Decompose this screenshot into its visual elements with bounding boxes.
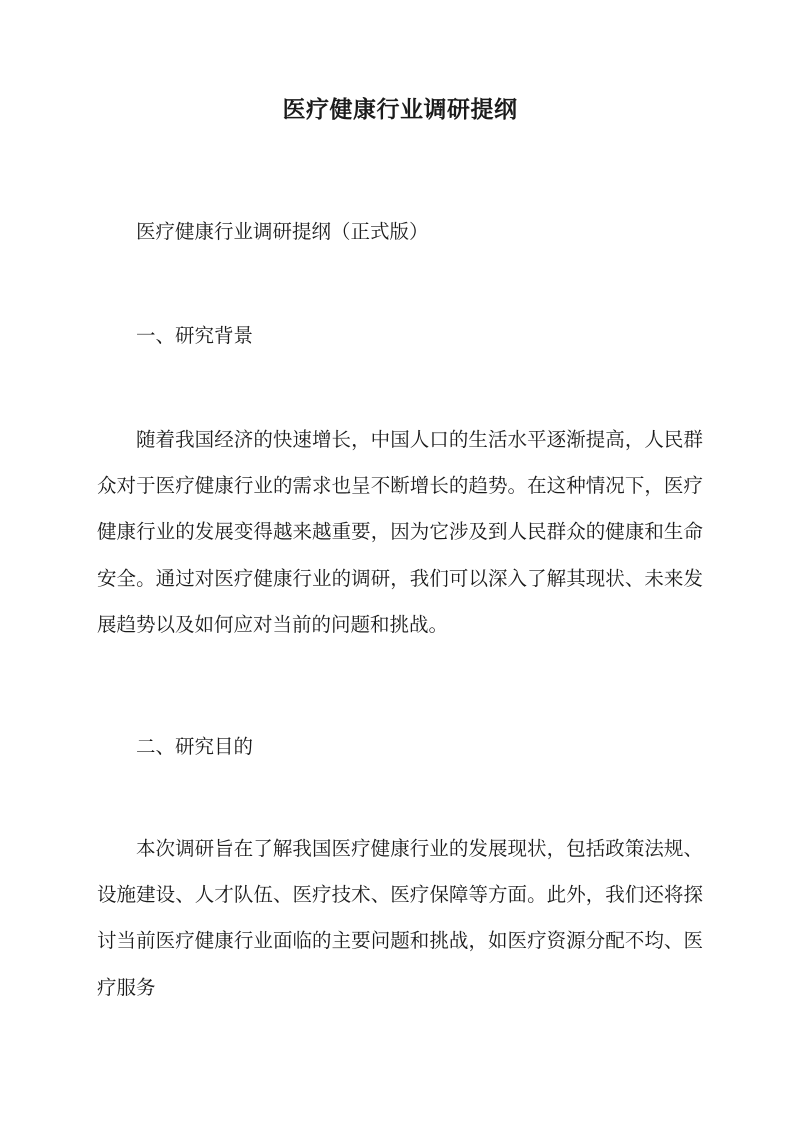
document-subtitle: 医疗健康行业调研提纲（正式版） xyxy=(136,220,429,243)
section-heading-purpose: 二、研究目的 xyxy=(136,735,254,758)
section-paragraph-purpose: 本次调研旨在了解我国医疗健康行业的发展现状，包括政策法规、设施建设、人才队伍、医疗技术、医疗保障等方面。此外，我们还将探讨当前医疗健康行业面临的主要问题和挑战，如医疗资源分配不均、医疗服务 xyxy=(97,837,703,999)
section-heading-background: 一、研究背景 xyxy=(136,324,254,347)
document-title: 医疗健康行业调研提纲 xyxy=(282,96,518,123)
section-paragraph-background: 随着我国经济的快速增长，中国人口的生活水平逐渐提高，人民群众对于医疗健康行业的需求也呈不断增长的趋势。在这种情况下，医疗健康行业的发展变得越来越重要，因为它涉及到人民群众的健康和生命安全。通过对医疗健康行业的调研，我们可以深入了解其现状、未来发展趋势以及如何应对当前的问题和挑战。 xyxy=(97,428,703,636)
